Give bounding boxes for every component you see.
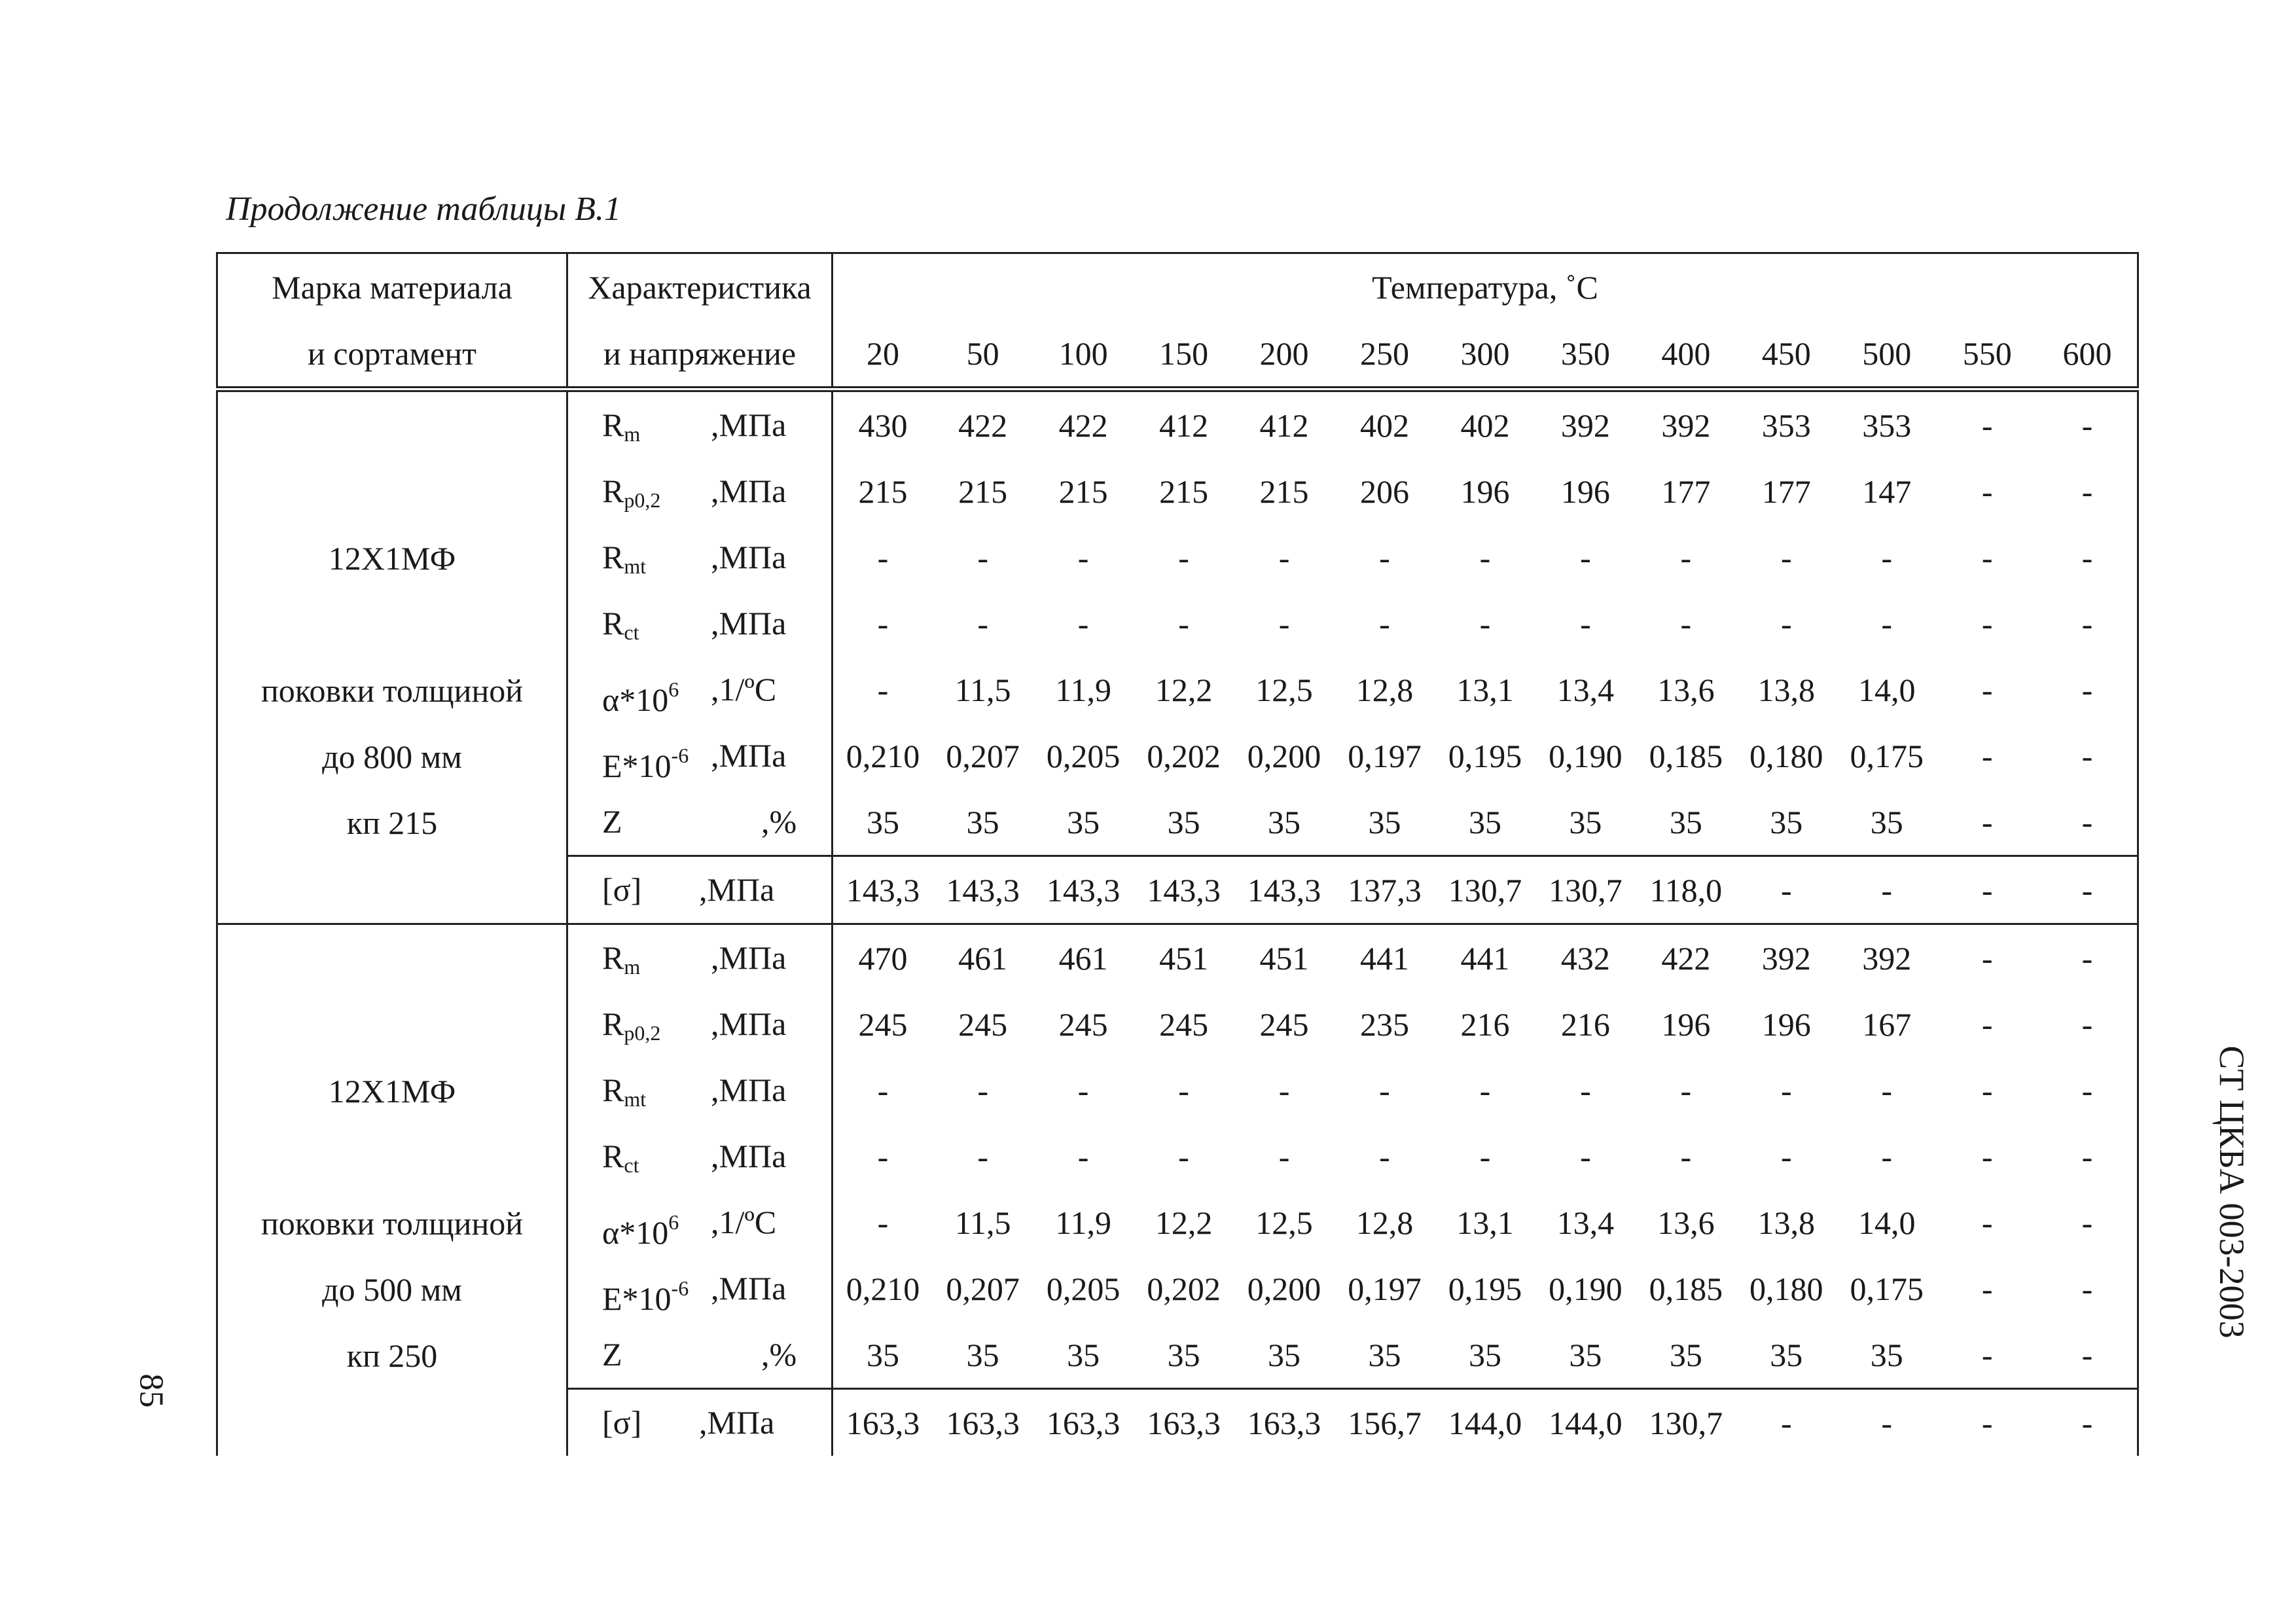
value-cell: - xyxy=(1780,539,1792,576)
value-cell: - xyxy=(977,1072,988,1109)
value-cell: 412 xyxy=(1259,406,1309,444)
value-cell: 451 xyxy=(1134,924,1234,992)
value-cell: 118,0 xyxy=(1636,856,1736,924)
characteristic-symbol: $R_{ct}$ xyxy=(602,1138,639,1177)
material-cell xyxy=(217,924,567,1456)
value-cell: - xyxy=(1780,1138,1792,1175)
value-cell: 0,197 xyxy=(1348,1270,1422,1307)
value-cell: 143,3 xyxy=(933,856,1033,924)
value-cell: 245 xyxy=(958,1005,1008,1043)
header-characteristic-line2: и напряжение xyxy=(567,320,833,389)
value-cell: 451 xyxy=(1234,924,1334,992)
value-cell: 35 xyxy=(866,803,899,840)
header-row-1 xyxy=(217,253,2138,321)
value-cell: - xyxy=(2037,924,2138,992)
value-cell: 12,5 xyxy=(1255,1204,1313,1241)
value-cell: - xyxy=(1077,539,1089,576)
value-cell: 35 xyxy=(1468,1336,1501,1373)
value-cell: - xyxy=(1077,605,1089,642)
value-cell: - xyxy=(877,671,889,708)
value-cell: 163,3 xyxy=(1234,1389,1334,1456)
value-cell: - xyxy=(1981,406,1993,444)
value-cell: 130,7 xyxy=(1435,856,1535,924)
characteristic-cell xyxy=(567,389,833,459)
value-cell: 11,5 xyxy=(954,671,1011,708)
value-cell: - xyxy=(2037,723,2138,789)
characteristic-cell xyxy=(567,723,833,789)
value-cell: 0,190 xyxy=(1549,737,1623,774)
value-cell: 13,4 xyxy=(1556,1204,1615,1241)
value-cell: 167 xyxy=(1862,1005,1912,1043)
value-cell: - xyxy=(1881,1138,1893,1175)
characteristic-unit: ,МПа xyxy=(711,539,787,575)
value-cell: 0,185 xyxy=(1649,1270,1723,1307)
value-cell: 35 xyxy=(1167,1336,1200,1373)
value-cell: - xyxy=(1881,605,1893,642)
value-cell: 245 xyxy=(1058,1005,1108,1043)
value-cell: 0,200 xyxy=(1247,737,1321,774)
value-cell: 0,205 xyxy=(1046,1270,1121,1307)
value-cell: 143,3 xyxy=(1234,856,1334,924)
value-cell: - xyxy=(1881,1072,1893,1109)
value-cell: - xyxy=(2037,856,2138,924)
value-cell: 177 xyxy=(1661,473,1711,510)
value-cell: 11,9 xyxy=(1055,671,1111,708)
value-cell: 156,7 xyxy=(1335,1389,1435,1456)
characteristic-unit: ,МПа xyxy=(711,1138,787,1174)
value-cell: - xyxy=(1178,605,1189,642)
value-cell: - xyxy=(2037,524,2138,590)
value-cell: 14,0 xyxy=(1858,671,1916,708)
characteristic-symbol: $E*10^{-6}$ xyxy=(602,1276,689,1317)
characteristic-cell xyxy=(567,524,833,590)
value-cell: 0,190 xyxy=(1549,1270,1623,1307)
value-cell: - xyxy=(1077,1072,1089,1109)
value-cell: - xyxy=(1178,539,1189,576)
value-cell: 144,0 xyxy=(1535,1389,1636,1456)
value-cell: - xyxy=(877,539,889,576)
property-row xyxy=(217,389,2138,459)
value-cell: 0,197 xyxy=(1348,737,1422,774)
value-cell: 11,9 xyxy=(1055,1204,1111,1241)
value-cell: 35 xyxy=(1268,803,1301,840)
value-cell: 0,205 xyxy=(1046,737,1121,774)
characteristic-unit: ,МПа xyxy=(711,1005,787,1042)
value-cell: - xyxy=(1780,1072,1792,1109)
value-cell: 215 xyxy=(1159,473,1209,510)
value-cell: 35 xyxy=(1067,803,1100,840)
characteristic-symbol: $R_{mt}$ xyxy=(602,539,647,578)
characteristic-unit: ,МПа xyxy=(711,939,787,976)
value-cell: - xyxy=(1680,1138,1692,1175)
value-cell: - xyxy=(2037,1389,2138,1456)
value-cell: 12,5 xyxy=(1255,671,1313,708)
value-cell: - xyxy=(877,1204,889,1241)
value-cell: 196 xyxy=(1761,1005,1811,1043)
value-cell: - xyxy=(1278,605,1290,642)
value-cell: - xyxy=(2037,389,2138,459)
value-cell: 130,7 xyxy=(1535,856,1636,924)
value-cell: - xyxy=(1981,539,1993,576)
value-cell: 0,202 xyxy=(1147,737,1221,774)
value-cell: 215 xyxy=(858,473,908,510)
value-cell: 392 xyxy=(1736,924,1837,992)
value-cell: 35 xyxy=(1167,803,1200,840)
value-cell: 13,1 xyxy=(1456,671,1514,708)
temperature-header-cell: 350 xyxy=(1535,320,1636,389)
value-cell: 392 xyxy=(1560,406,1610,444)
value-cell: 422 xyxy=(958,406,1008,444)
value-cell: - xyxy=(877,1072,889,1109)
value-cell: 12,8 xyxy=(1355,1204,1414,1241)
value-cell: - xyxy=(1580,1072,1591,1109)
characteristic-cell xyxy=(567,856,833,924)
value-cell: - xyxy=(1278,539,1290,576)
value-cell: - xyxy=(1479,1138,1491,1175)
value-cell: - xyxy=(2037,1189,2138,1255)
value-cell: 35 xyxy=(1569,1336,1602,1373)
value-cell: 13,8 xyxy=(1757,1204,1816,1241)
value-cell: - xyxy=(1580,605,1591,642)
value-cell: - xyxy=(977,1138,988,1175)
value-cell: 0,175 xyxy=(1850,737,1924,774)
value-cell: 130,7 xyxy=(1636,1389,1736,1456)
value-cell: - xyxy=(1680,539,1692,576)
characteristic-symbol: [σ] xyxy=(602,871,642,908)
value-cell: 35 xyxy=(1870,1336,1903,1373)
material-desc: поковки толщиной xyxy=(261,672,523,709)
characteristic-unit: ,МПа xyxy=(699,871,775,908)
value-cell: 470 xyxy=(833,924,933,992)
value-cell: - xyxy=(1937,1389,2037,1456)
header-row-2 xyxy=(217,320,2138,389)
value-cell: - xyxy=(2037,657,2138,723)
header-temperature: Температура, ˚С xyxy=(833,253,2138,321)
characteristic-cell xyxy=(567,458,833,524)
value-cell: 392 xyxy=(1661,406,1711,444)
value-cell: 0,200 xyxy=(1247,1270,1321,1307)
value-cell: 422 xyxy=(1058,406,1108,444)
value-cell: - xyxy=(1937,924,2037,992)
characteristic-unit: ,% xyxy=(761,1336,797,1373)
value-cell: 163,3 xyxy=(933,1389,1033,1456)
value-cell: 412 xyxy=(1159,406,1209,444)
value-cell: 245 xyxy=(858,1005,908,1043)
characteristic-unit: ,1/ºС xyxy=(711,671,777,708)
value-cell: 13,8 xyxy=(1757,671,1816,708)
characteristic-cell xyxy=(567,991,833,1057)
value-cell: - xyxy=(1981,473,1993,510)
value-cell: 0,207 xyxy=(946,1270,1020,1307)
material-class: кп 215 xyxy=(346,804,438,841)
value-cell: - xyxy=(1680,605,1692,642)
value-cell: 215 xyxy=(1259,473,1309,510)
temperature-header-cell: 200 xyxy=(1234,320,1334,389)
value-cell: - xyxy=(1379,539,1390,576)
characteristic-cell xyxy=(567,1123,833,1189)
characteristic-cell xyxy=(567,1255,833,1322)
characteristic-unit: ,МПа xyxy=(711,473,787,509)
value-cell: - xyxy=(1580,1138,1591,1175)
characteristic-unit: ,1/ºС xyxy=(711,1204,777,1240)
material-class: кп 250 xyxy=(346,1337,438,1374)
value-cell: - xyxy=(2037,1322,2138,1389)
characteristic-unit: ,МПа xyxy=(711,1072,787,1108)
value-cell: - xyxy=(977,605,988,642)
value-cell: - xyxy=(1580,539,1591,576)
temperature-header-cell: 20 xyxy=(833,320,933,389)
characteristic-cell xyxy=(567,1322,833,1389)
value-cell: - xyxy=(877,1138,889,1175)
value-cell: 13,6 xyxy=(1657,1204,1715,1241)
temperature-header-cell: 50 xyxy=(933,320,1033,389)
value-cell: 13,4 xyxy=(1556,671,1615,708)
value-cell: - xyxy=(1680,1072,1692,1109)
value-cell: 235 xyxy=(1359,1005,1409,1043)
temperature-header-cell: 500 xyxy=(1837,320,1937,389)
material-size: до 800 мм xyxy=(322,738,462,775)
value-cell: 35 xyxy=(1770,1336,1803,1373)
value-cell: 12,8 xyxy=(1355,671,1414,708)
characteristic-symbol: $R_m$ xyxy=(602,939,641,979)
value-cell: 206 xyxy=(1359,473,1409,510)
value-cell: - xyxy=(1981,1072,1993,1109)
table-caption: Продолжение таблицы В.1 xyxy=(226,190,621,228)
value-cell: 441 xyxy=(1435,924,1535,992)
value-cell: - xyxy=(2037,991,2138,1057)
value-cell: - xyxy=(1479,1072,1491,1109)
value-cell: 0,175 xyxy=(1850,1270,1924,1307)
value-cell: - xyxy=(1981,605,1993,642)
temperature-header-cell: 150 xyxy=(1134,320,1234,389)
characteristic-symbol: $\alpha*10^6$ xyxy=(602,1210,679,1251)
value-cell: - xyxy=(1379,1072,1390,1109)
temperature-header-cell: 450 xyxy=(1736,320,1837,389)
value-cell: 353 xyxy=(1862,406,1912,444)
value-cell: - xyxy=(1981,671,1993,708)
value-cell: - xyxy=(1981,1138,1993,1175)
value-cell: 0,202 xyxy=(1147,1270,1221,1307)
characteristic-cell xyxy=(567,789,833,856)
value-cell: 35 xyxy=(1870,803,1903,840)
value-cell: 35 xyxy=(1368,803,1401,840)
value-cell: 461 xyxy=(933,924,1033,992)
value-cell: - xyxy=(1736,856,1837,924)
value-cell: 392 xyxy=(1837,924,1937,992)
value-cell: 441 xyxy=(1335,924,1435,992)
value-cell: 461 xyxy=(1033,924,1133,992)
value-cell: 13,1 xyxy=(1456,1204,1514,1241)
value-cell: 13,6 xyxy=(1657,671,1715,708)
value-cell: - xyxy=(1981,1270,1993,1307)
characteristic-symbol: $R_{p0,2}$ xyxy=(602,1005,661,1045)
value-cell: - xyxy=(1937,856,2037,924)
characteristic-cell xyxy=(567,924,833,992)
value-cell: - xyxy=(2037,590,2138,657)
characteristic-cell xyxy=(567,590,833,657)
value-cell: - xyxy=(2037,1123,2138,1189)
temperature-header-cell: 600 xyxy=(2037,320,2138,389)
value-cell: 0,195 xyxy=(1448,1270,1522,1307)
value-cell: 35 xyxy=(866,1336,899,1373)
value-cell: 35 xyxy=(1067,1336,1100,1373)
value-cell: - xyxy=(877,605,889,642)
characteristic-unit: ,% xyxy=(761,803,797,840)
value-cell: - xyxy=(1736,1389,1837,1456)
value-cell: 0,210 xyxy=(846,737,920,774)
value-cell: 422 xyxy=(1636,924,1736,992)
value-cell: - xyxy=(1077,1138,1089,1175)
value-cell: 14,0 xyxy=(1858,1204,1916,1241)
value-cell: 177 xyxy=(1761,473,1811,510)
temperature-header-cell: 400 xyxy=(1636,320,1736,389)
value-cell: - xyxy=(1278,1138,1290,1175)
value-cell: 216 xyxy=(1560,1005,1610,1043)
header-material-line2: и сортамент xyxy=(217,320,567,389)
value-cell: - xyxy=(1178,1138,1189,1175)
page-number: 85 xyxy=(132,1373,170,1408)
temperature-header-cell: 250 xyxy=(1335,320,1435,389)
value-cell: 216 xyxy=(1460,1005,1510,1043)
value-cell: 402 xyxy=(1460,406,1510,444)
value-cell: 35 xyxy=(966,1336,999,1373)
value-cell: 12,2 xyxy=(1155,671,1213,708)
header-characteristic: Характеристика xyxy=(567,253,833,321)
value-cell: 12,2 xyxy=(1155,1204,1213,1241)
property-row xyxy=(217,924,2138,992)
characteristic-unit: ,МПа xyxy=(711,406,787,443)
value-cell: 0,180 xyxy=(1749,1270,1823,1307)
value-cell: - xyxy=(1780,605,1792,642)
material-grade: 12Х1МФ xyxy=(328,1072,456,1110)
value-cell: - xyxy=(1837,856,1937,924)
value-cell: 163,3 xyxy=(1134,1389,1234,1456)
value-cell: 245 xyxy=(1259,1005,1309,1043)
material-desc: поковки толщиной xyxy=(261,1204,523,1242)
value-cell: 163,3 xyxy=(1033,1389,1133,1456)
temperature-header-cell: 100 xyxy=(1033,320,1133,389)
characteristic-symbol: $R_m$ xyxy=(602,406,641,446)
value-cell: 432 xyxy=(1535,924,1636,992)
characteristic-cell xyxy=(567,657,833,723)
material-grade: 12Х1МФ xyxy=(328,539,456,577)
characteristic-cell xyxy=(567,1189,833,1255)
value-cell: 144,0 xyxy=(1435,1389,1535,1456)
value-cell: 35 xyxy=(1569,803,1602,840)
value-cell: 0,180 xyxy=(1749,737,1823,774)
value-cell: - xyxy=(1981,1005,1993,1043)
value-cell: 196 xyxy=(1661,1005,1711,1043)
value-cell: - xyxy=(1981,803,1993,840)
value-cell: 163,3 xyxy=(833,1389,933,1456)
value-cell: - xyxy=(1479,605,1491,642)
characteristic-symbol: Z xyxy=(602,1336,622,1373)
value-cell: 35 xyxy=(1468,803,1501,840)
value-cell: 35 xyxy=(1669,803,1702,840)
value-cell: - xyxy=(1881,539,1893,576)
characteristic-unit: ,МПа xyxy=(711,1270,787,1307)
characteristic-cell xyxy=(567,1057,833,1123)
characteristic-symbol: Z xyxy=(602,803,622,840)
value-cell: 215 xyxy=(958,473,1008,510)
value-cell: - xyxy=(1379,605,1390,642)
value-cell: - xyxy=(977,539,988,576)
value-cell: 35 xyxy=(1770,803,1803,840)
characteristic-symbol: $E*10^{-6}$ xyxy=(602,744,689,784)
value-cell: 137,3 xyxy=(1335,856,1435,924)
value-cell: - xyxy=(2037,458,2138,524)
characteristic-unit: ,МПа xyxy=(711,737,787,774)
value-cell: - xyxy=(2037,789,2138,856)
header-material: Марка материала xyxy=(217,253,567,321)
value-cell: 215 xyxy=(1058,473,1108,510)
value-cell: - xyxy=(1479,539,1491,576)
value-cell: - xyxy=(1837,1389,1937,1456)
value-cell: 35 xyxy=(966,803,999,840)
temperature-header-cell: 550 xyxy=(1937,320,2037,389)
material-size: до 500 мм xyxy=(322,1271,462,1308)
value-cell: 353 xyxy=(1761,406,1811,444)
value-cell: 11,5 xyxy=(954,1204,1011,1241)
value-cell: 0,195 xyxy=(1448,737,1522,774)
value-cell: - xyxy=(1278,1072,1290,1109)
characteristic-symbol: $R_{mt}$ xyxy=(602,1072,647,1111)
value-cell: 147 xyxy=(1862,473,1912,510)
characteristic-unit: ,МПа xyxy=(711,605,787,641)
standard-code: СТ ЦКБА 003-2003 xyxy=(2212,1045,2251,1339)
value-cell: - xyxy=(1178,1072,1189,1109)
temperature-header-cell: 300 xyxy=(1435,320,1535,389)
value-cell: - xyxy=(1379,1138,1390,1175)
value-cell: 196 xyxy=(1560,473,1610,510)
characteristic-unit: ,МПа xyxy=(699,1404,775,1441)
characteristic-cell xyxy=(567,1389,833,1456)
material-cell xyxy=(217,389,567,924)
value-cell: 35 xyxy=(1669,1336,1702,1373)
value-cell: 35 xyxy=(1368,1336,1401,1373)
value-cell: 143,3 xyxy=(1134,856,1234,924)
value-cell: - xyxy=(2037,1057,2138,1123)
value-cell: - xyxy=(1981,1336,1993,1373)
value-cell: - xyxy=(2037,1255,2138,1322)
value-cell: - xyxy=(1981,737,1993,774)
characteristic-symbol: $R_{ct}$ xyxy=(602,605,639,644)
value-cell: 35 xyxy=(1268,1336,1301,1373)
value-cell: 0,185 xyxy=(1649,737,1723,774)
value-cell: 402 xyxy=(1359,406,1409,444)
value-cell: 0,207 xyxy=(946,737,1020,774)
value-cell: 196 xyxy=(1460,473,1510,510)
value-cell: - xyxy=(1981,1204,1993,1241)
characteristic-symbol: $R_{p0,2}$ xyxy=(602,473,661,512)
value-cell: 0,210 xyxy=(846,1270,920,1307)
characteristic-symbol: [σ] xyxy=(602,1404,642,1441)
material-properties-table xyxy=(216,252,2139,1456)
characteristic-symbol: $\alpha*10^6$ xyxy=(602,677,679,718)
value-cell: 245 xyxy=(1159,1005,1209,1043)
value-cell: 143,3 xyxy=(833,856,933,924)
value-cell: 430 xyxy=(858,406,908,444)
value-cell: 143,3 xyxy=(1033,856,1133,924)
